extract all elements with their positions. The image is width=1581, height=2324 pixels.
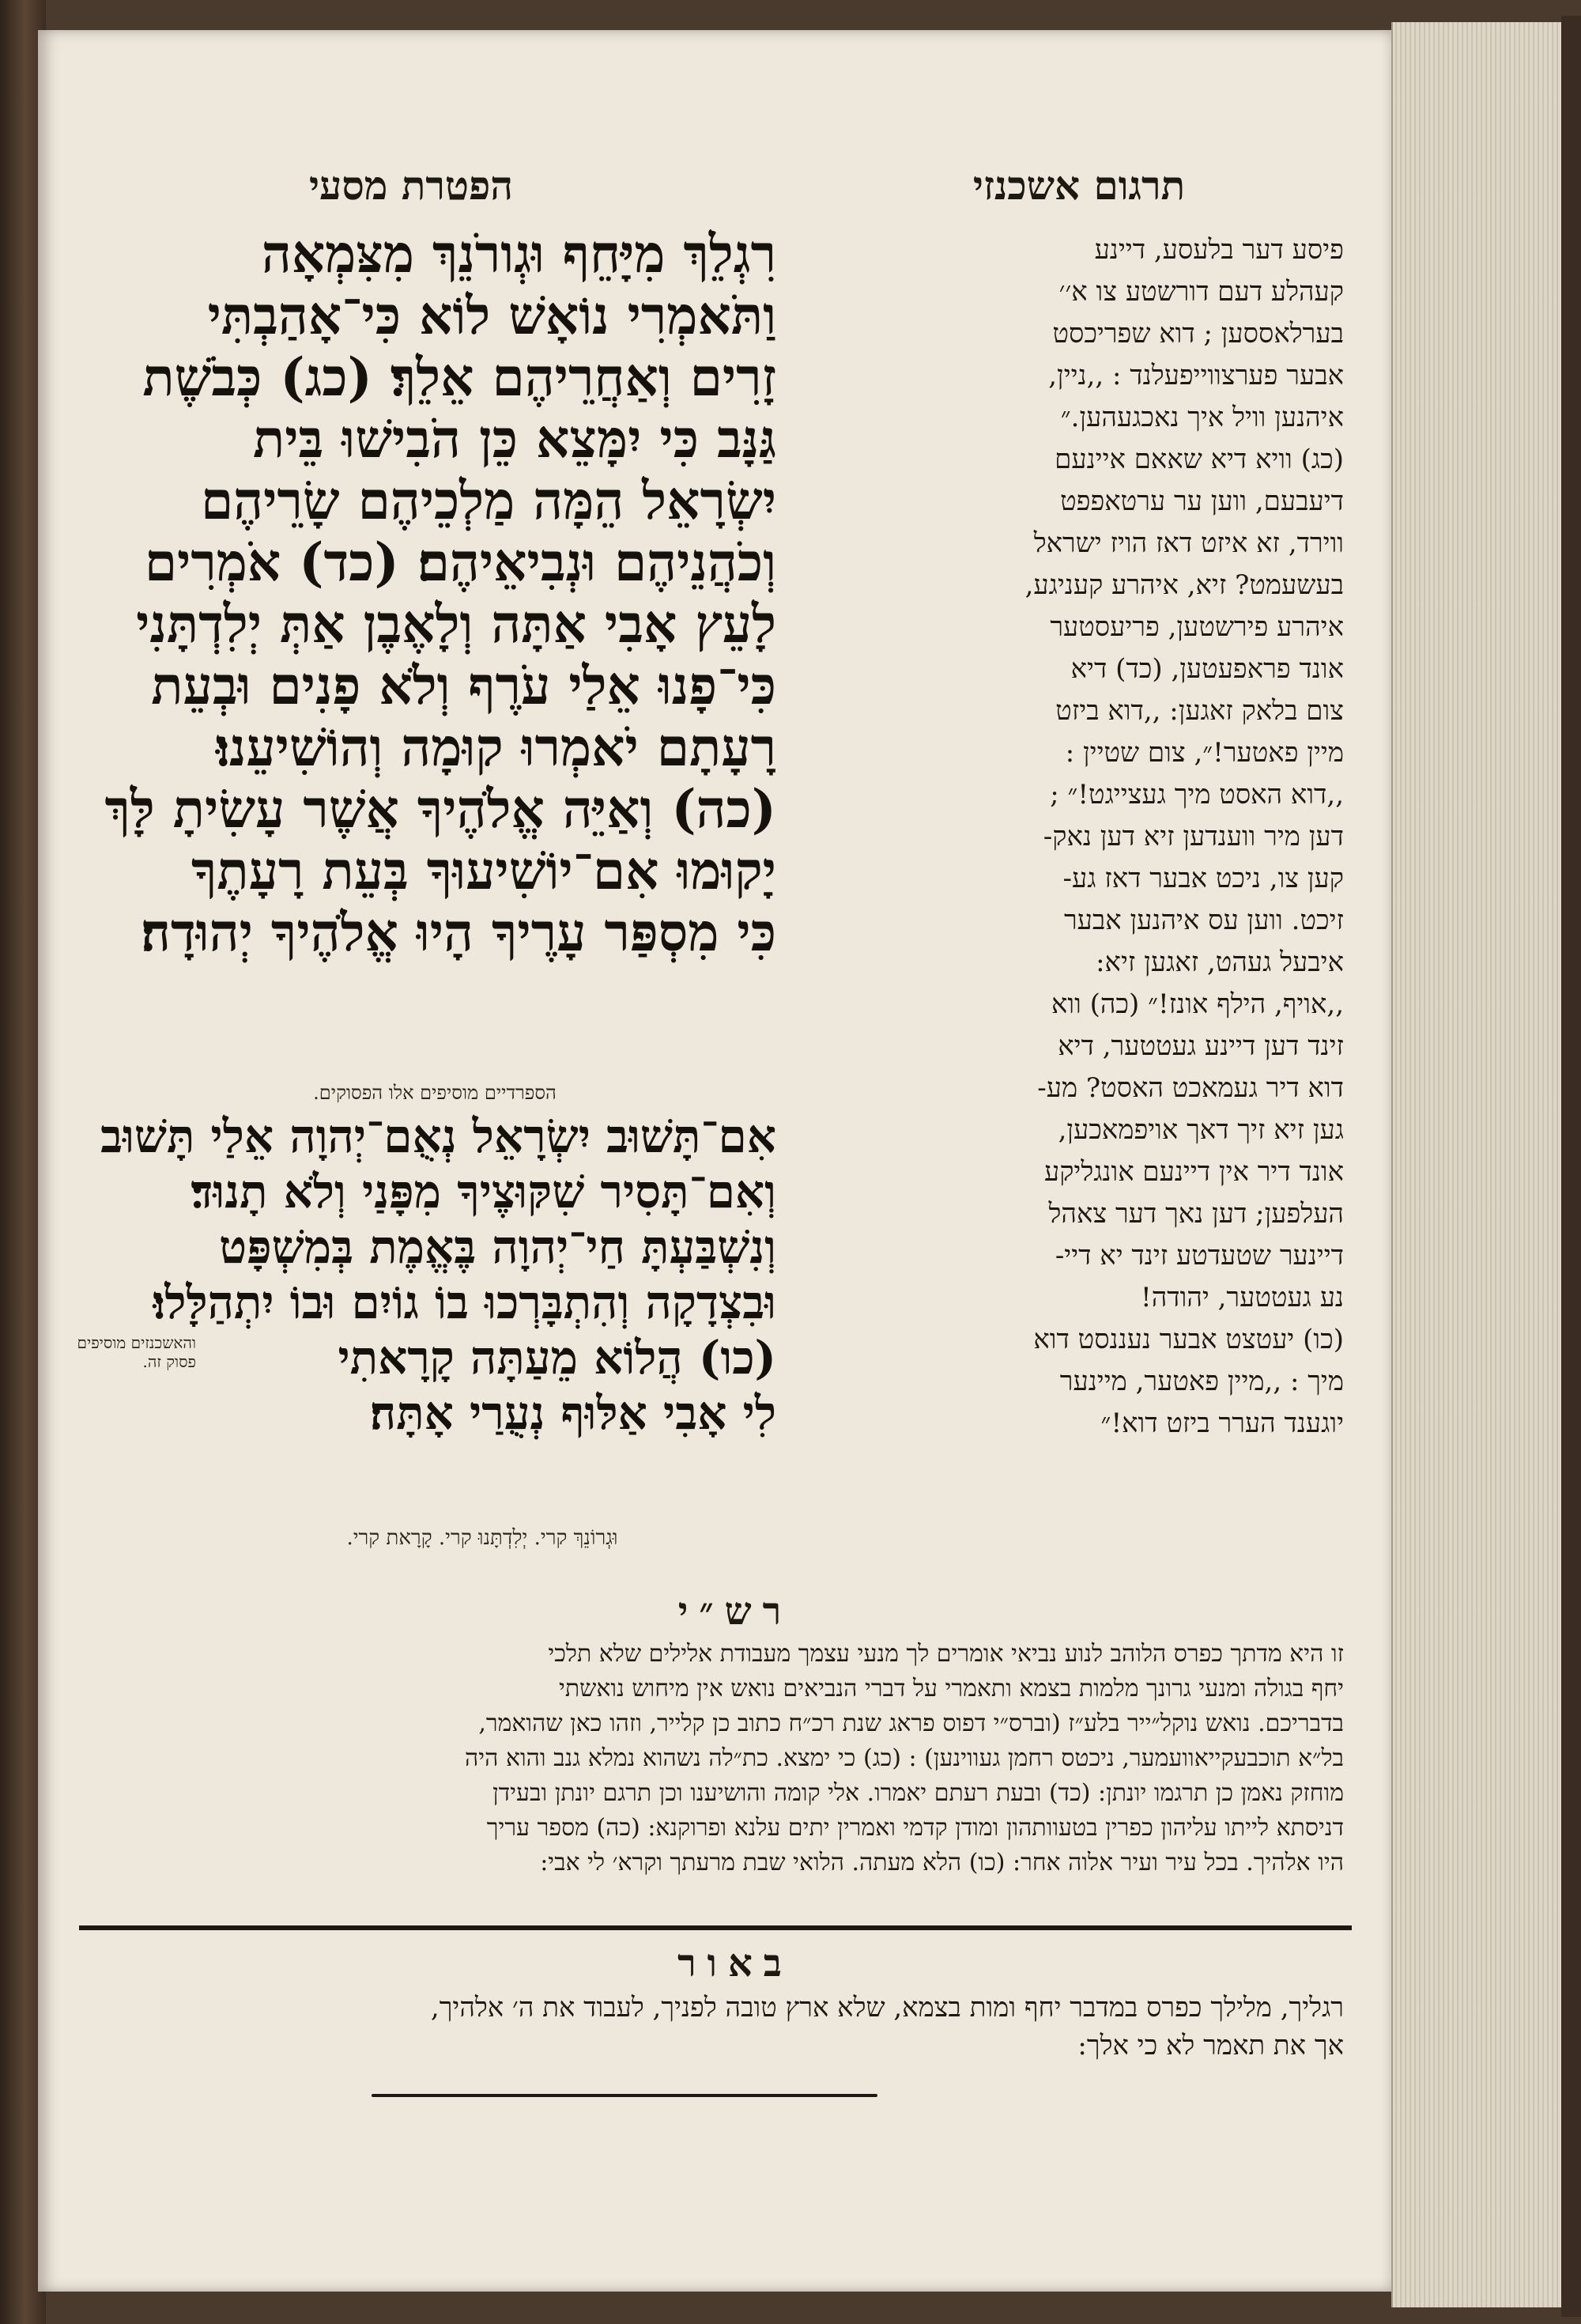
biur-line: רגליך, מלילך כפרס במדבר יחף ומות בצמא, שלא ארץ טובה לפניך, לעבוד את ה׳ אלהיך, [430,1992,1344,2024]
translation-line: קען צו, ניכט אבער דאז גע- [1062,863,1344,894]
translation-line: גען זיא זיך דאך אויפמאכען, [1058,1114,1344,1146]
hebrew-text-column-2 [73,1109,776,1441]
translation-line: זיכט. ווען עס איהנען אבער [1063,905,1344,936]
translation-line: ,,אויף, הילף אונז!״ (כה) ווא [1051,988,1344,1020]
hebrew-line: וְכֹהֲנֵיהֶם וּנְבִיאֵיהֶם׃ (כד) אֹמְרִים [144,531,776,593]
sephardic-note: הספרדיים מוסיפים אלו הפסוקים. [313,1082,557,1104]
rashi-line: בדבריכם. נואש נוקל״ייר בלע״ז (וברס״י דפוס פראג שנת רכ״ח כתוב כן קלייר, וזהו כאן שהואמר, [478,1710,1344,1737]
translation-line: (כו) יעטצט אבער נעננסט דוא [1033,1324,1344,1355]
translation-line: אבער פערצווייפעלנד : ,,ניין, [1048,360,1344,391]
translation-line: יוגענד הערר ביזט דוא!״ [1100,1408,1344,1439]
translation-line: אונד פראפעטען, (כד) דיא [1070,653,1344,685]
rashi-commentary [79,1637,1344,1880]
translation-line: ווירד, זא איזט דאז הויז ישראל [1033,527,1344,559]
translation-line: איהנען וויל איך נאכגעהען.״ [1060,402,1344,433]
biur-line: אך את תאמר לא כי אלך: [1077,2030,1344,2061]
hebrew-line: לָעֵץ אָבִי אַתָּה וְלָאֶבֶן אַתְּ יְלִדְתָּנִי [136,593,776,655]
rashi-line: היו אלהיך. בכל עיר ועיר אלוה אחר: (כו) הלא מעתה. הלואי שבת מרעתך וקרא׳ לי אבי: [540,1849,1344,1876]
rashi-line: בל״א תוכבעקייאוועמער, ניכטס רחמן געווינען) : (כג) כי ימצא. כת״לה נשהוא נמלא גנב והוא היה [465,1744,1344,1772]
translation-line: נע געטטער, יהודה! [1141,1282,1344,1313]
rashi-title: רש״י [677,1589,793,1634]
hebrew-line: וַתֹּאמְרִי נוֹאָשׁ לוֹא כִּי־אָהַבְתִּי [207,285,776,346]
hebrew-text-column [73,223,776,963]
translation-line: איבעל געהט, זאגען זיא: [1096,947,1344,978]
hebrew-line: (כו) הֲלוֹא מֵעַתָּה קָרָאתִי [338,1331,776,1385]
hebrew-line: גַּנָּב כִּי יִמָּצֵא כֵּן הֹבִישׁוּ בֵּית [252,408,776,470]
rashi-line: זו היא מדתך כפרס הלוהב לנוע נביאי אומרים לך מנעי עצמך מעבודת אלילים שלא תלכי [548,1640,1344,1668]
hebrew-line: וּבִצְדָקָה וְהִתְבָּרְכוּ בוֹ גוֹיִם וּבוֹ יִתְהַלָּלוּ׃ [153,1275,776,1329]
hebrew-line: רָעָתָם יֹאמְרוּ קוּמָה וְהוֹשִׁיעֵנוּ׃ [215,716,776,778]
rashi-line: מוחזק נאמן כן תרגמו יונתן: (כד) ובעת רעתם יאמרו. אלי קומה והושיענו וכן תרגם יונתן ובעידן [492,1779,1344,1807]
translation-line: איהרע פירשטען, פריעסטער [1050,611,1344,643]
translation-line: דוא דיר געמאכט האסט? מע- [1037,1072,1344,1104]
page-edges [1391,22,1563,2307]
rashi-line: יחף בגולה ומנעי גרונך מלמות בצמא ותאמרי על דברי הנביאים נואש אין מיחוש נואשתי [559,1675,1344,1702]
translation-title: תרגום אשכנזי [972,162,1186,209]
translation-line: (כג) וויא דיא שאאם איינעם [1055,444,1344,475]
hebrew-line: אִם־תָּשׁוּב יִשְׂרָאֵל נְאֻם־יְהוָה אֵלַי תָּשׁוּב [100,1109,776,1163]
end-rule [372,2094,877,2097]
hebrew-line: כִּי־פָנוּ אֵלַי עֹרֶף וְלֹא פָנִים וּבְעֵת [151,655,776,716]
hebrew-line: וְאִם־תָּסִיר שִׁקּוּצֶיךָ מִפָּנַי וְלֹא תָנוּד׃ [191,1165,776,1219]
translation-line: אונד דיר אין דיינעם אונגליקע [1043,1156,1344,1188]
hebrew-line: יִשְׂרָאֵל הֵמָּה מַלְכֵיהֶם שָׂרֵיהֶם [201,470,776,531]
biur-commentary [79,1989,1344,2065]
translation-line: העלפען; דען נאך דער צאהל [1048,1198,1344,1230]
translation-line: צום בלאק זאגען: ,,דוא ביזט [1055,695,1344,727]
translation-column [798,229,1344,1445]
translation-line: מיין פאטער!״, צום שטיין : [1065,737,1344,769]
hebrew-line: זָרִים וְאַחֲרֵיהֶם אֵלֵךְ׃ (כג) כְּבֹשֶׁת [142,346,776,408]
translation-line: דען מיר ווענדען זיא דען נאק- [1043,821,1344,852]
hebrew-line: וְנִשְׁבַּעְתָּ חַי־יְהוָה בֶּאֱמֶת בְּמִשְׁפָּט [219,1220,776,1274]
translation-line: ,,דוא האסט מיך געצייגט!״ ; [1050,779,1344,811]
translation-line: קעהלע דעם דורשטע צו א׳׳ [1058,276,1344,308]
translation-line: בערלאססען ; דוא שפריכסט [1052,318,1344,350]
rashi-line: דניסתא לייתו עליהון כפרין בטעוותהון ומודן קדמי ואמרין יתים עלנא ופרוקנא: (כה) מספר עריך [486,1814,1344,1842]
biur-title: באור [677,1941,793,1986]
hebrew-title: הפטרת מסעי [308,162,514,209]
translation-line: פיסע דער בלעסע, דיינע [1094,234,1344,266]
kri-notes: וּגְרוֹנֵךְ קרי. יְלִדְתָּנוּ קרי. קָרָאת קרי. [346,1526,618,1550]
divider-rule [79,1925,1352,1930]
hebrew-line: לִי אָבִי אַלּוּף נְעֻרַי אָתָּה׃ [369,1386,776,1440]
translation-line: דיינער שטעדטע זינד יא דיי- [1055,1240,1344,1272]
translation-line: בעשעמט? זיא, איהרע קעניגע, [1024,569,1344,601]
translation-line: מיך : ,,מיין פאטער, מיינער [1059,1366,1344,1397]
hebrew-line: כִּי מִסְפַּר עָרֶיךָ הָיוּ אֱלֹהֶיךָ יְהוּדָה׃ [141,901,776,963]
book-cover-edge [1561,16,1581,2317]
hebrew-line: רִגְלֵךְ מִיָּחֵף וּגְורֹנֵךְ מִצִּמְאָה [261,223,776,285]
hebrew-line: (כה) וְאַיֵּה אֱלֹהֶיךָ אֲשֶׁר עָשִׂיתָ לָּךְ [104,778,776,840]
translation-line: דיעבעם, ווען ער ערטאפפט [1060,486,1344,517]
ashkenazi-side-note: והאשכנזים מוסיפים פסוק זה. [77,1333,196,1371]
hebrew-line: יָקוּמוּ אִם־יוֹשִׁיעוּךָ בְּעֵת רָעָתֶךָ [191,840,776,901]
translation-line: זינד דען דיינע געטטער, דיא [1058,1030,1344,1062]
